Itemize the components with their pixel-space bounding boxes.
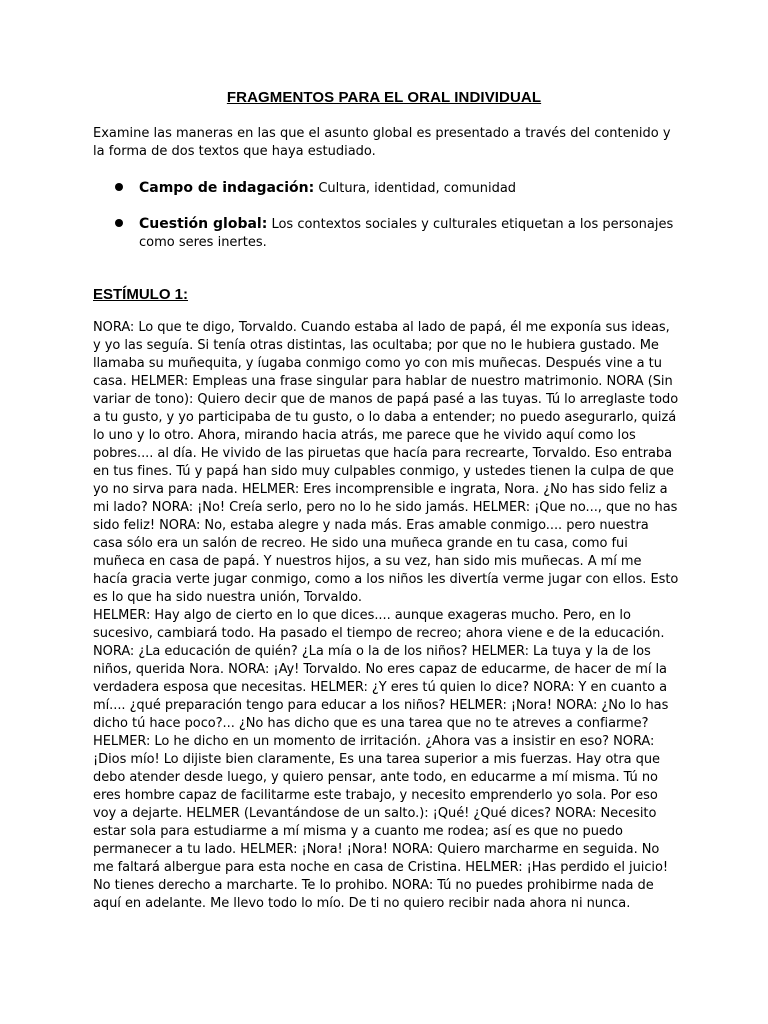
bullet-dot-icon	[115, 183, 123, 191]
body-paragraph: HELMER: Hay algo de cierto en lo que dices.... aunque exageras mucho. Pero, en lo sucesivo, cambiará todo. Ha pasado el tiempo de recreo; ahora viene e de la educación. NORA: ¿La educación de quién? ¿La mía o la de los niños? HELMER: La tuya y la de los niños, querida Nora. NORA: ¡Ay! Torvaldo. No eres capaz de educarme, de hacer de mí la verdadera esposa que necesitas. HELMER: ¿Y eres tú quien lo dice? NORA: Y en cuanto a mí.... ¿qué preparación tengo para educar a los niños? HELMER: ¡Nora! NORA: ¿No lo has dicho tú hace poco?... ¿No has dicho que es una tarea que no te atreves a confiarme?	[93, 608, 669, 731]
bullet-text	[139, 179, 679, 198]
stimulus-heading: ESTÍMULO 1:	[93, 286, 189, 303]
body-paragraph: HELMER: Lo he dicho en un momento de irritación. ¿Ahora vas a insistir en eso? NORA: ¡Dios mío! Lo dijiste bien claramente, Es una tarea superior a mis fuerzas. Hay otra que debo atender desde luego, y quiero pensar, ante todo, en educarme a mí misma. Tú no eres hombre capaz de facilitarme este trabajo, y necesito emprenderlo yo sola. Por eso voy a dejarte. HELMER (Levantándose de un salto.): ¡Qué! ¿Qué dices? NORA: Necesito estar sola para estudiarme a mí misma y a cuanto me rodea; así es que no puedo permanecer a tu lado. HELMER: ¡Nora! ¡Nora! NORA: Quiero marcharme en seguida. No me faltará albergue para esta noche en casa de Cristina. HELMER: ¡Has perdido el juicio! No tienes derecho a marcharte. Te lo prohibo. NORA: Tú no puedes prohibirme nada de aquí en adelante. Me llevo todo lo mío. De ti no quiero recibir nada ahora ni nunca.	[93, 734, 669, 911]
bullet-text	[139, 215, 679, 252]
stimulus-text	[93, 319, 679, 913]
intro-paragraph: Examine las maneras en las que el asunto global es presentado a través del contenido y la forma de dos textos que haya estudiado.	[93, 126, 671, 159]
bullet-dot-icon	[115, 219, 123, 227]
bullet-label: Campo de indagación:	[139, 180, 315, 196]
bullet-value: Cultura, identidad, comunidad	[314, 181, 517, 196]
bullet-value: Los contextos sociales y culturales etiquetan a los personajes como seres inertes.	[139, 217, 674, 250]
document-title: FRAGMENTOS PARA EL ORAL INDIVIDUAL	[226, 89, 542, 106]
body-paragraph: NORA: Lo que te digo, Torvaldo. Cuando estaba al lado de papá, él me exponía sus ideas, y yo las seguía. Si tenía otras distintas, las ocultaba; por que no le hubiera gustado. Me llamaba su muñequita, y íugaba conmigo como yo con mis muñecas. Después vine a tu casa. HELMER: Empleas una frase singular para hablar de nuestro matrimonio. NORA (Sin variar de tono): Quiero decir que de manos de papá pasé a las tuyas. Tú lo arreglaste todo a tu gusto, y yo participaba de tu gusto, o lo daba a entender; no puedo asegurarlo, quizá lo uno y lo otro. Ahora, mirando hacia atrás, me parece que he vivido aquí como los pobres.... al día. He vivido de las piruetas que hacía para recrearte, Torvaldo. Eso entraba en tus fines. Tú y papá han sido muy culpables conmigo, y ustedes tienen la culpa de que yo no sirva para nada. HELMER: Eres incomprensible e ingrata, Nora. ¿No has sido feliz a mi lado? NORA: ¡No! Creía serlo, pero no lo he sido jamás. HELMER: ¡Que no..., que no has sido feliz! NORA: No, estaba alegre y nada más. Eras amable conmigo.... pero nuestra casa sólo era un salón de recreo. He sido una muñeca grande en tu casa, como fui muñeca en casa de papá. Y nuestros hijos, a su vez, han sido mis muñecas. A mí me hacía gracia verte jugar conmigo, como a los niños les divertía verme jugar con ellos. Esto es lo que ha sido nuestra unión, Torvaldo.	[93, 320, 679, 605]
bullet-label: Cuestión global:	[139, 216, 268, 232]
